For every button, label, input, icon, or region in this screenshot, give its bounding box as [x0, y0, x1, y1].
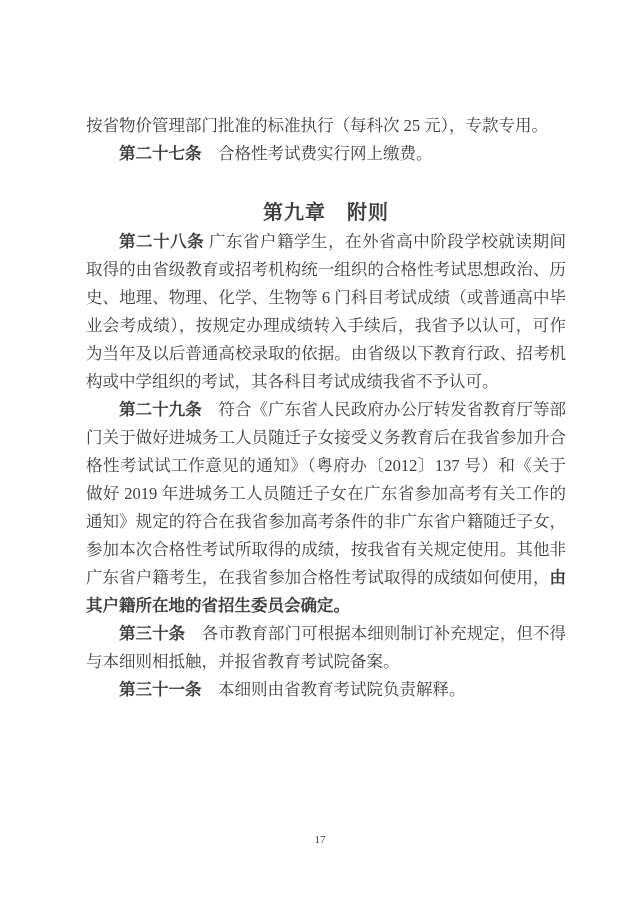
article-31-text: 本细则由省教育考试院负责解释。 — [201, 680, 466, 699]
article-28-number: 第二十八条 — [119, 232, 205, 251]
paragraph-fee-standard-text: 按省物价管理部门批准的标准执行（每科次 25 元），专款专用。 — [86, 116, 548, 135]
paragraph-article-31 — [86, 676, 566, 704]
article-28-text: 广东省户籍学生，在外省高中阶段学校就读期间取得的由省级教育或招考机构统一组织的合格性考试思想政治、历史、地理、物理、化学、生物等 6 门科目考试成绩（或普通高中毕业会考成绩），按规定办理成绩转入手续后，我省予以认可，可作为当年及以后普通高校录取的依据。由省级以下教育行政、招考机构或中学组织的考试，其各科目考试成绩我省不予认可。 — [86, 232, 567, 391]
article-29-bold-clause: 由其户籍所在地的省招生委员会确定。 — [86, 568, 566, 615]
paragraph-article-28 — [86, 228, 566, 396]
page-number: 17 — [314, 834, 326, 846]
article-30-text: 各市教育部门可根据本细则制订补充规定，但不得与本细则相抵触，并报省教育考试院备案。 — [86, 624, 567, 671]
article-30-number: 第三十条 — [119, 624, 186, 643]
article-31-number: 第三十一条 — [119, 680, 202, 699]
paragraph-article-27 — [86, 140, 566, 168]
document-body-text — [86, 112, 566, 704]
article-27-text: 合格性考试费实行网上缴费。 — [201, 144, 433, 163]
article-27-number: 第二十七条 — [119, 144, 202, 163]
chapter-9-heading: 第九章 附则 — [263, 202, 389, 224]
paragraph-article-30 — [86, 620, 566, 676]
paragraph-article-29 — [86, 396, 566, 620]
article-29-text: 符合《广东省人民政府办公厅转发省教育厅等部门关于做好进城务工人员随迁子女接受义务教育后在我省参加升合格性考试试工作意见的通知》（粤府办〔2012〕137 号）和《关于做好 2019 年进城务工人员随迁子女在广东省参加高考有关工作的通知》规定的符合在我省参加高考条件的非广东省户籍随迁子女，参加本次合格性考试所取得的成绩，按我省有关规定使用。其他非广东省户籍考生，在我省参加合格性考试取得的成绩如何使用， — [86, 400, 567, 587]
article-29-number: 第二十九条 — [119, 400, 202, 419]
paragraph-fee-standard — [86, 112, 566, 140]
